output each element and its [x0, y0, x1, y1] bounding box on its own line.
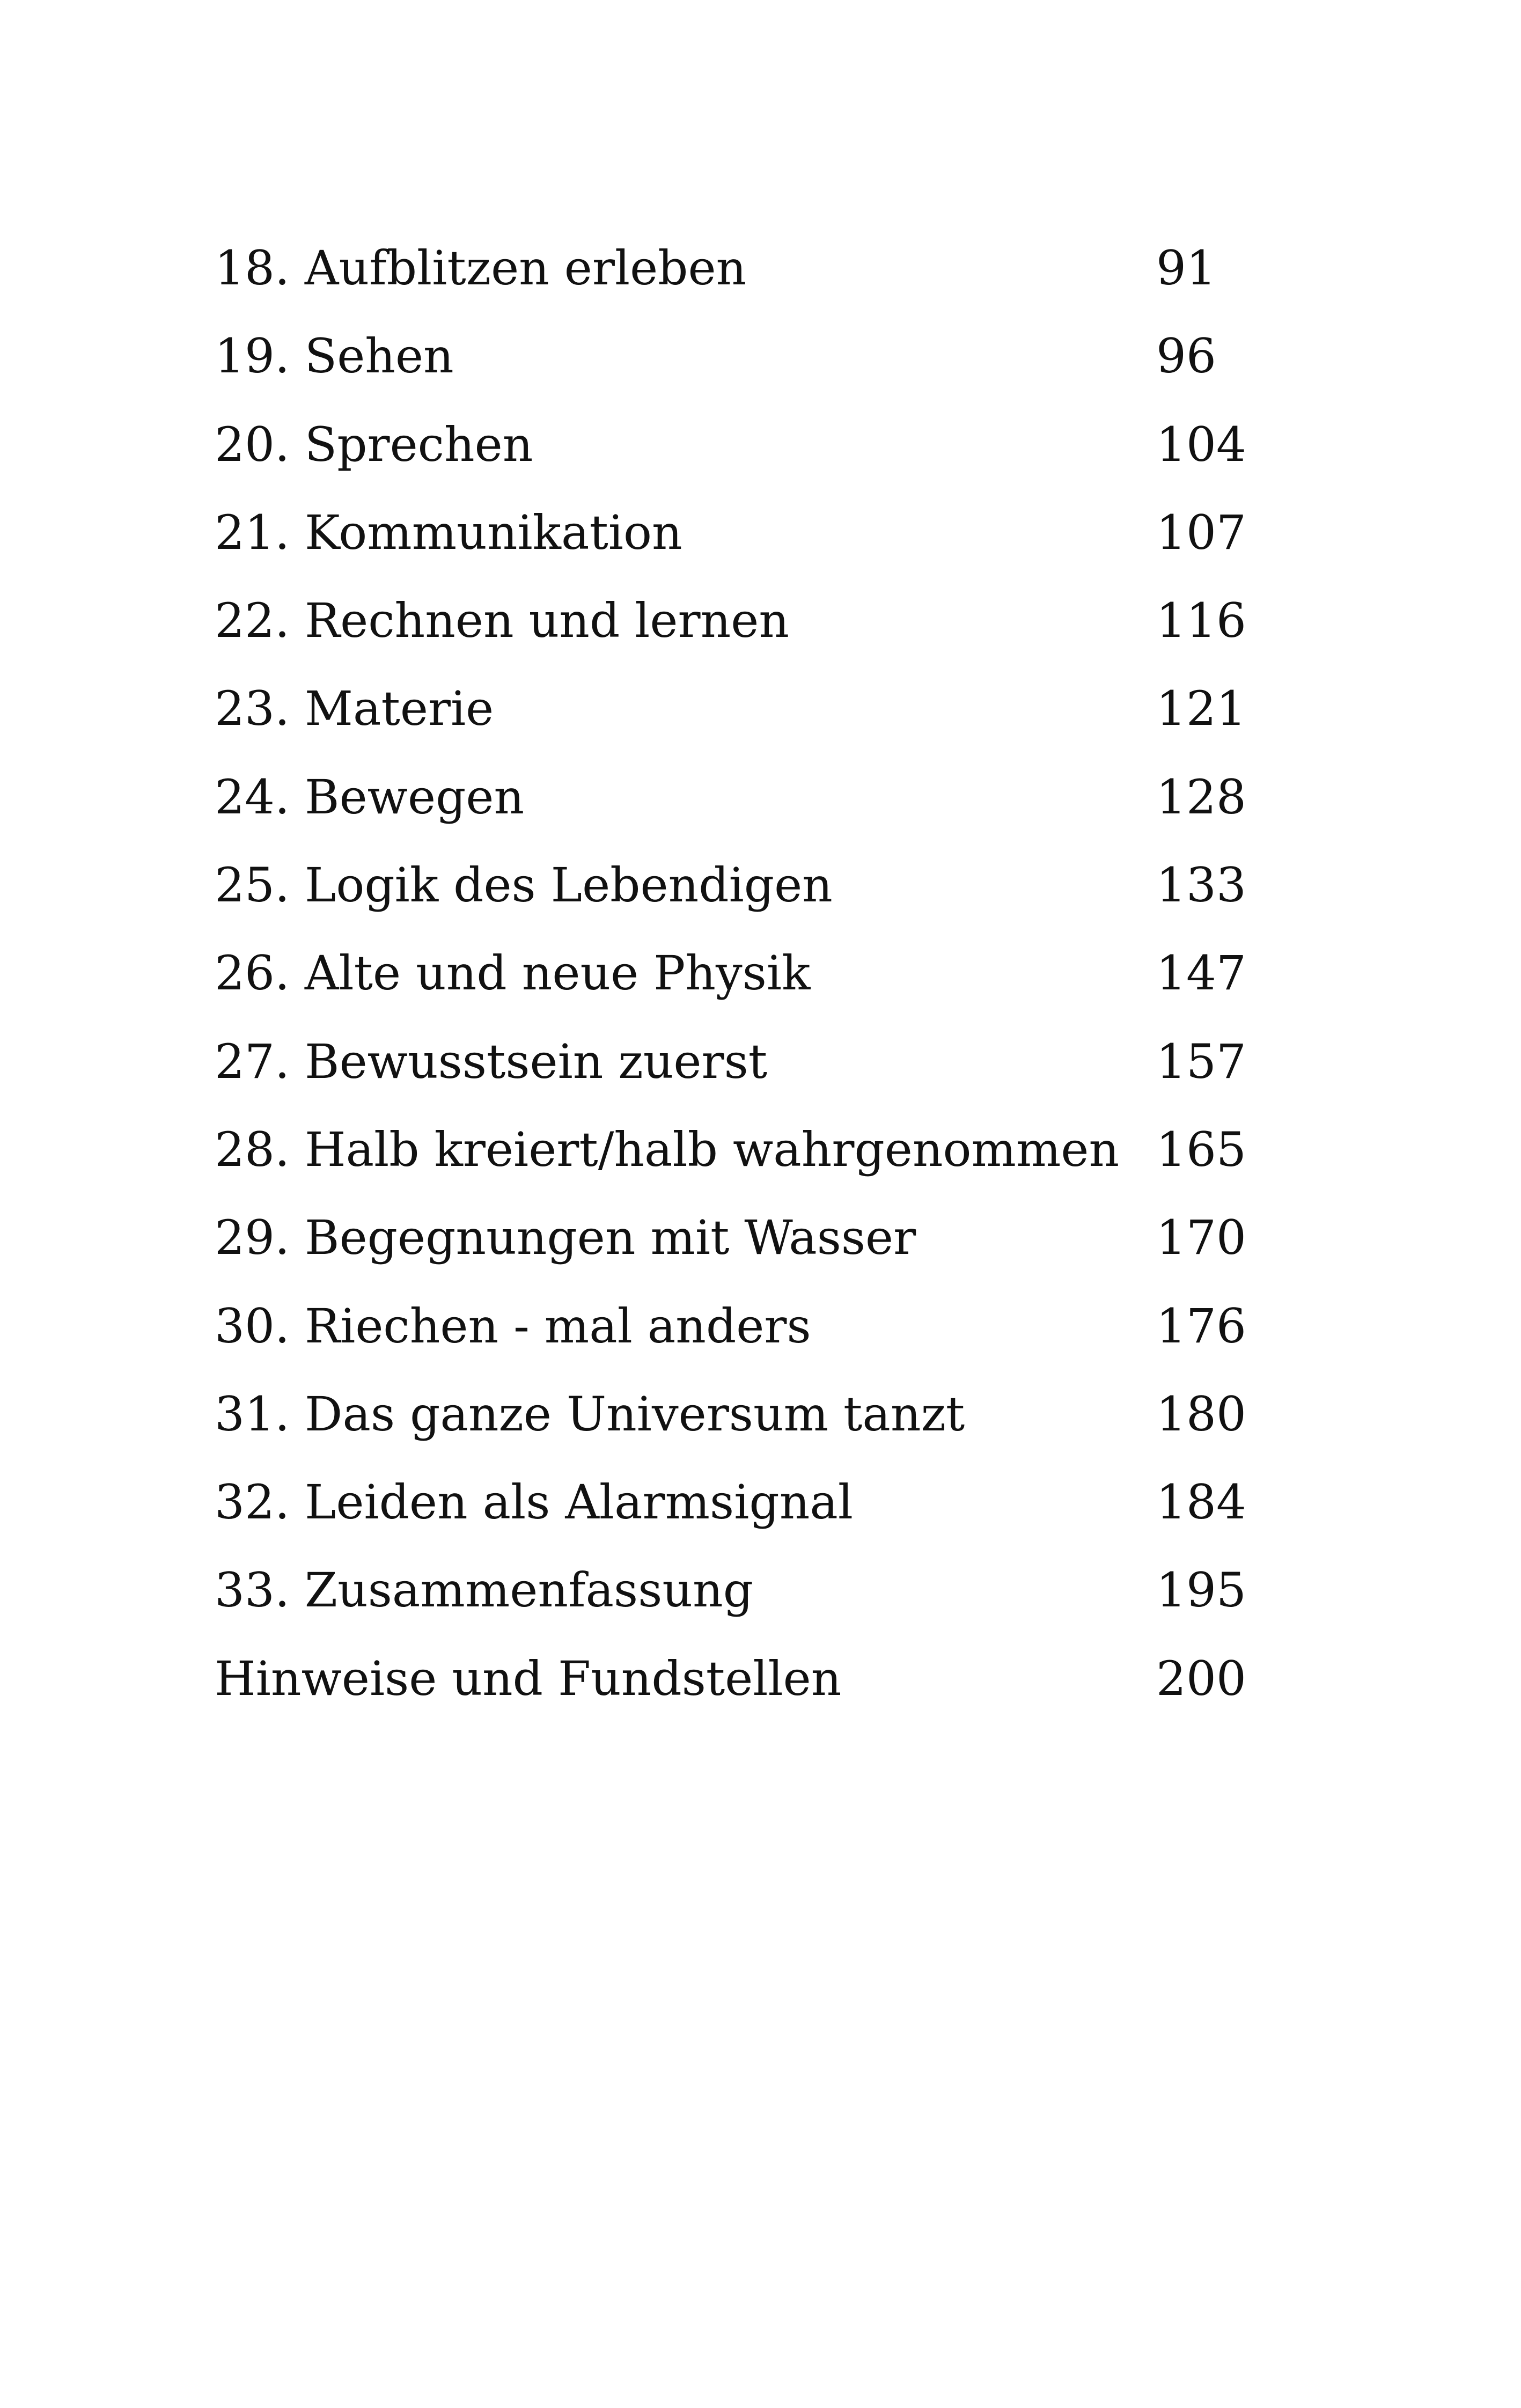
toc-entry-page-number: 91 — [1156, 240, 1216, 296]
toc-entry-page-number: 170 — [1156, 1210, 1246, 1266]
toc-entry — [215, 1639, 1246, 1727]
toc-entry-page-number: 184 — [1156, 1474, 1246, 1530]
toc-entry — [215, 845, 1246, 933]
toc-entry — [215, 933, 1246, 1021]
toc-entry-page-number: 116 — [1156, 593, 1246, 649]
toc-entry-page-number: 107 — [1156, 504, 1246, 560]
toc-entry-title: 27. Bewusstsein zuerst — [215, 1033, 768, 1089]
table-of-contents — [215, 228, 1246, 1727]
toc-entry-page-number: 133 — [1156, 857, 1246, 913]
toc-entry — [215, 1550, 1246, 1638]
toc-entry-title: 25. Logik des Lebendigen — [215, 857, 833, 913]
toc-entry-page-number: 165 — [1156, 1121, 1246, 1177]
toc-entry-title: 28. Halb kreiert/halb wahrgenommen — [215, 1121, 1120, 1177]
toc-entry — [215, 1286, 1246, 1374]
toc-entry — [215, 1198, 1246, 1286]
toc-entry — [215, 1462, 1246, 1550]
toc-entry-title: 20. Sprechen — [215, 416, 533, 472]
toc-entry-page-number: 176 — [1156, 1298, 1246, 1354]
toc-entry — [215, 581, 1246, 669]
toc-entry — [215, 1110, 1246, 1198]
toc-entry-title: 33. Zusammenfassung — [215, 1562, 754, 1618]
toc-entry-title: 29. Begegnungen mit Wasser — [215, 1210, 916, 1266]
toc-entry-page-number: 157 — [1156, 1033, 1246, 1089]
toc-entry-title: 26. Alte und neue Physik — [215, 945, 811, 1001]
toc-entry-title: Hinweise und Fundstellen — [215, 1650, 842, 1706]
toc-entry — [215, 1022, 1246, 1110]
toc-entry — [215, 493, 1246, 581]
toc-entry-title: 23. Materie — [215, 681, 494, 737]
toc-entry-page-number: 147 — [1156, 945, 1246, 1001]
toc-entry — [215, 1374, 1246, 1462]
toc-entry-page-number: 104 — [1156, 416, 1246, 472]
toc-entry — [215, 228, 1234, 316]
toc-entry-title: 24. Bewegen — [215, 769, 525, 825]
toc-entry-page-number: 128 — [1156, 769, 1246, 825]
toc-entry-page-number: 121 — [1156, 681, 1246, 737]
toc-entry-page-number: 195 — [1156, 1562, 1246, 1618]
toc-entry-page-number: 200 — [1156, 1650, 1246, 1706]
toc-entry — [215, 669, 1246, 757]
toc-entry — [215, 316, 1234, 404]
toc-entry — [215, 757, 1246, 845]
toc-entry-title: 18. Aufblitzen erleben — [215, 240, 747, 296]
toc-entry — [215, 405, 1246, 493]
toc-entry-title: 31. Das ganze Universum tanzt — [215, 1386, 965, 1442]
toc-entry-title: 22. Rechnen und lernen — [215, 593, 789, 649]
toc-entry-page-number: 180 — [1156, 1386, 1246, 1442]
toc-entry-title: 32. Leiden als Alarmsignal — [215, 1474, 853, 1530]
toc-entry-title: 19. Sehen — [215, 328, 454, 384]
toc-entry-title: 30. Riechen - mal anders — [215, 1298, 811, 1354]
toc-entry-title: 21. Kommunikation — [215, 504, 682, 560]
toc-entry-page-number: 96 — [1156, 328, 1216, 384]
